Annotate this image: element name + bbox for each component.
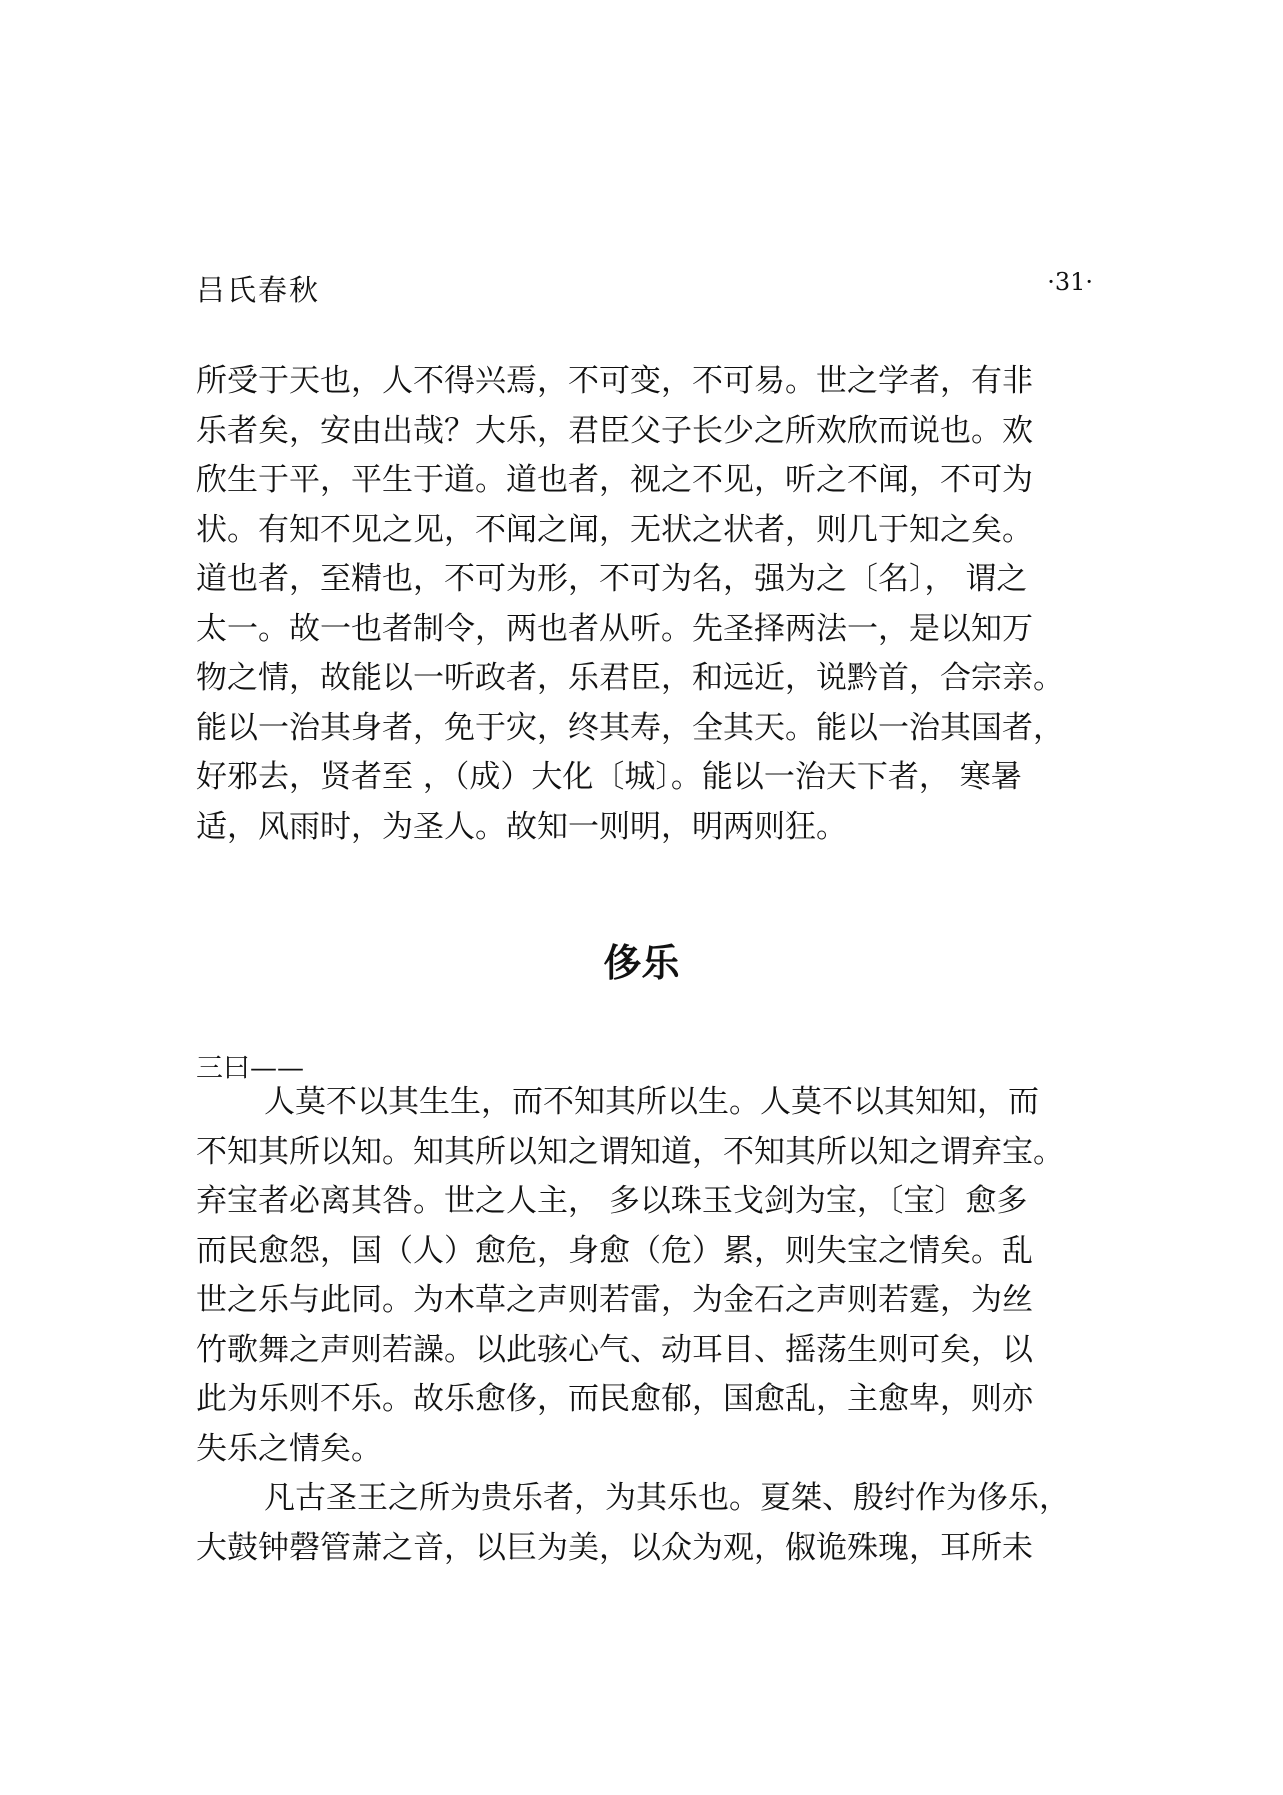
text-line: 物之情，故能以一听政者，乐君臣，和远近，说黔首，合宗亲。 <box>196 660 1064 696</box>
text-line: 道也者，至精也，不可为形，不可为名，强为之〔名〕， 谓之 <box>196 561 1028 597</box>
page-header <box>196 268 1093 308</box>
body-paragraph-2 <box>196 1078 1106 1573</box>
text-line: 大鼓钟磬管萧之音，以巨为美，以众为观，俶诡殊瑰，耳所未 <box>196 1529 1033 1566</box>
text-line: 状。有知不见之见，不闻之闻，无状之状者，则几于知之矣。 <box>196 511 1033 548</box>
text-line: 好邪去，贤者至 ，（成）大化〔城〕。能以一治天下者， 寒暑 <box>196 759 1022 795</box>
section-title: 侈乐 <box>603 941 680 985</box>
text-line: 能以一治其身者，免于灾，终其寿，全其天。能以一治其国者， <box>196 709 1064 746</box>
text-line: 太一。故一也者制令，两也者从听。先圣择两法一，是以知万 <box>196 610 1033 647</box>
text-line: 适，风雨时，为圣人。故知一则明，明两则狂。 <box>196 808 847 845</box>
text-line: 凡古圣王之所为贵乐者，为其乐也。夏桀、殷纣作为侈乐， <box>264 1480 1070 1516</box>
text-line: 竹歌舞之声则若譟。以此骇心气、动耳目、摇荡生则可矣，以 <box>196 1331 1033 1368</box>
section-label: 三曰—— <box>196 1053 304 1084</box>
body-paragraph-1 <box>196 357 1106 852</box>
text-line: 人莫不以其生生，而不知其所以生。人莫不以其知知，而 <box>264 1084 1039 1120</box>
text-line: 乐者矣，安由出哉？大乐，君臣父子长少之所欢欣而说也。欢 <box>196 412 1033 449</box>
text-line: 世之乐与此同。为木草之声则若雷，为金石之声则若霆，为丝 <box>196 1282 1033 1318</box>
running-title: 吕氏春秋 <box>196 273 321 307</box>
text-line: 不知其所以知。知其所以知之谓知道，不知其所以知之谓弃宝。 <box>196 1133 1064 1170</box>
text-line: 弃宝者必离其咎。世之人主， 多以珠玉戈剑为宝，〔宝〕愈多 <box>196 1183 1028 1219</box>
text-line: 失乐之情矣。 <box>196 1430 382 1467</box>
text-line: 欣生于平，平生于道。道也者，视之不见，听之不闻，不可为 <box>196 462 1033 498</box>
page-number: ·31· <box>1047 268 1093 296</box>
text-line: 所受于天也，人不得兴焉，不可变，不可易。世之学者，有非 <box>196 363 1033 399</box>
text-line: 此为乐则不乐。故乐愈侈，而民愈郁，国愈乱，主愈卑，则亦 <box>196 1381 1033 1417</box>
text-line: 而民愈怨，国（人）愈危，身愈（危）累，则失宝之情矣。乱 <box>196 1232 1033 1269</box>
